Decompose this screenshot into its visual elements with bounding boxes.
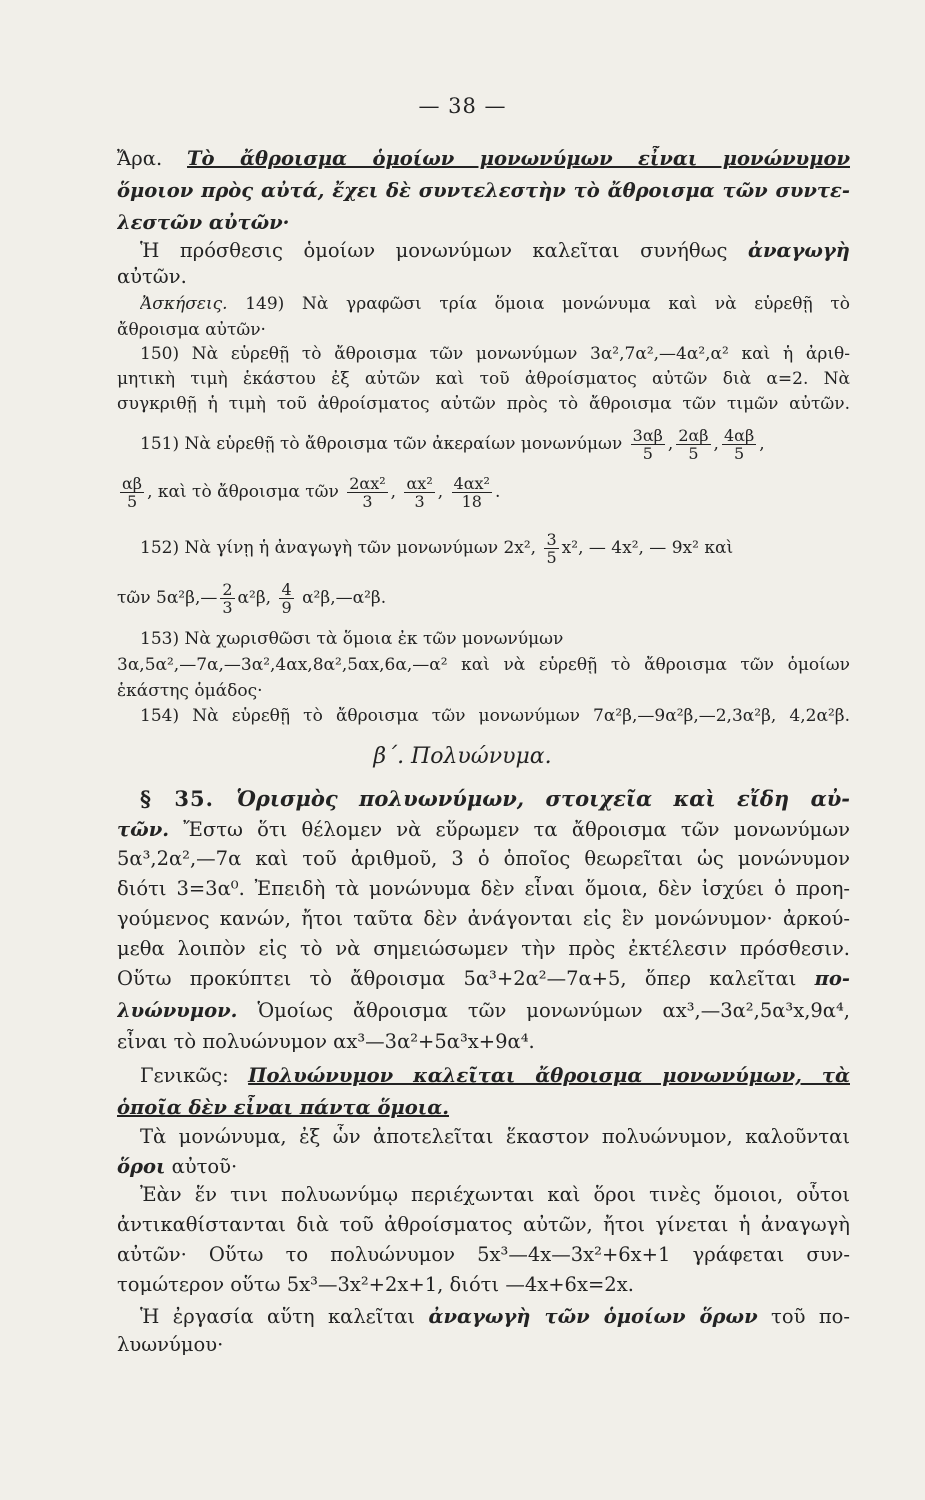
text-line: τομώτερον οὕτω 5x³—3x²+2x+1, διότι —4x+6x=2x. [117, 1273, 634, 1296]
page-number: — 38 — [418, 94, 507, 118]
fraction: $\frac{\text{4αx²}}{18}$ [453, 474, 490, 511]
term-text: λυώνυμον. [117, 999, 238, 1022]
exercise-line [117, 574, 850, 622]
text-span: 151) Νὰ εὑρεθῇ τὸ ἄθροισμα τῶν ἀκεραίων μονωνύμων [140, 434, 623, 454]
exercise-line: 154) Νὰ εὑρεθῇ τὸ ἄθροισμα τῶν μονωνύμων 7α²β,—9α²β,—2,3α²β, 4,2α²β. [140, 706, 850, 726]
text-line: Ἐὰν ἕν τινι πολυωνύμῳ περιέχωνται καὶ ὅροι τινὲς ὅμοιοι, οὗτοι [140, 1183, 850, 1206]
fraction: $\frac{2}{3}$ [222, 580, 233, 617]
fraction: $\frac{4}{9}$ [281, 580, 292, 617]
exercises-label: Ἀσκήσεις. [140, 294, 228, 314]
text-span: Ἡ ἐργασία αὕτη καλεῖται [140, 1305, 429, 1328]
section-title: Ὁρισμὸς πολυωνύμων, στοιχεῖα καὶ εἴδη αὐ- [236, 786, 850, 811]
section-number: § 35. [140, 786, 237, 811]
definition-line [140, 1063, 850, 1089]
exercise-line: 3α,5α²,—7α,—3α²,4αx,8α²,5αx,6α,—α² καὶ νὰ εὑρεθῇ τὸ ἄθροισμα τῶν ὁμοίων [117, 655, 850, 675]
exercise-line: μητικὴ τιμὴ ἑκάστου ἐξ αὐτῶν καὶ τοῦ ἀθροίσματος αὐτῶν διὰ α=2. Νὰ [117, 369, 850, 389]
text-line: γούμενος κανών, ἤτοι ταῦτα δὲν ἀνάγονται εἰς ἓν μονώνυμον· ἀρκού- [117, 907, 850, 930]
definition-text: Πολυώνυμον καλεῖται ἄθροισμα μονωνύμων, τὰ [248, 1064, 850, 1087]
text-span: Γενικῶς: [140, 1064, 249, 1087]
text-line: 5α³,2α²,—7α καὶ τοῦ ἀριθμοῦ, 3 ὁ ὁποῖος θεωρεῖται ὡς μονώνυμον [117, 847, 850, 870]
theorem-text: Τὸ ἄθροισμα ὁμοίων μονωνύμων εἶναι μονώνυμον [187, 147, 850, 170]
exercise-line: 150) Νὰ εὑρεθῇ τὸ ἄθροισμα τῶν μονωνύμων 3α²,7α²,—4α²,α² καὶ ἡ ἀριθ- [140, 344, 850, 364]
fraction: $\frac{\text{αx²}}{3}$ [406, 474, 433, 511]
theorem-text: λεστῶν αὐτῶν· [117, 211, 290, 234]
section-title-line [140, 786, 850, 812]
text-span: αὐτοῦ· [165, 1155, 238, 1178]
text-line: αὐτῶν. [117, 265, 187, 288]
fraction: $\frac{\text{2αx²}}{3}$ [349, 474, 386, 511]
text-line [117, 998, 850, 1024]
text-line [117, 966, 850, 992]
section-heading: β΄. Πολυώνυμα. [373, 744, 552, 769]
exercise-line [140, 524, 850, 572]
text-span: Ἄρα. [117, 147, 188, 170]
section-title: τῶν. [117, 818, 170, 841]
text-span: Ἔστω ὅτι θέλομεν νὰ εὕρωμεν τα ἄθροισμα τῶν μονωνύμων [169, 818, 850, 841]
fraction: $\frac{3\alpha\beta}{5}$ [632, 426, 663, 463]
text-span: τοῦ πο- [757, 1305, 850, 1328]
text-span: Ὁμοίως ἄθροισμα τῶν μονωνύμων αx³,—3α²,5α³x,9α⁴, [237, 999, 850, 1022]
exercise-line: ἑκάστης ὁμάδος· [117, 681, 263, 701]
term-text: ἀναγωγὴ [747, 239, 850, 262]
text-span: x², — 4x², — 9x² καὶ [561, 538, 734, 558]
text-span: Οὕτω προκύπτει τὸ ἄθροισμα 5α³+2α²—7α+5, ὅπερ καλεῖται [117, 967, 815, 990]
exercise-line: συγκριθῇ ἡ τιμὴ τοῦ ἀθροίσματος αὐτῶν πρὸς τὸ ἄθροισμα τῶν τιμῶν αὐτῶν. [117, 394, 850, 414]
exercise-line: ἄθροισμα αὐτῶν· [117, 320, 266, 340]
text-line: μεθα λοιπὸν εἰς τὸ νὰ σημειώσωμεν τὴν πρὸς ἐκτέλεσιν πρόσθεσιν. [117, 937, 850, 960]
text-line [117, 1154, 850, 1180]
text-line: αὐτῶν· Οὕτω το πολυώνυμον 5x³—4x—3x²+6x+1 γράφεται συν- [117, 1243, 850, 1266]
fraction: $\frac{\alpha\beta}{5}$ [122, 474, 143, 511]
text-span: α²β, [237, 588, 272, 608]
term-text: ἀναγωγὴ τῶν ὁμοίων ὅρων [428, 1305, 758, 1328]
text-line: Τὰ μονώνυμα, ἐξ ὧν ἀποτελεῖται ἕκαστον πολυώνυμον, καλοῦνται [140, 1125, 850, 1148]
text-line [117, 817, 850, 843]
text-line [117, 146, 850, 172]
text-span: 149) Νὰ γραφῶσι τρία ὅμοια μονώνυμα καὶ νὰ εὑρεθῇ τὸ [227, 294, 850, 314]
fraction: $\frac{2\alpha\beta}{5}$ [678, 426, 709, 463]
text-span: 152) Νὰ γίνῃ ἡ ἀναγωγὴ τῶν μονωνύμων 2x², [140, 538, 537, 558]
exercise-line: 151) Νὰ εὑρεθῇ τὸ ἄθροισμα τῶν ἀκεραίων μονωνύμων $\frac{3\alpha\beta}{5}$ , $\frac{2\alpha\beta}{5}$ , $\frac{4\alpha\beta}{5}$ , [140, 426, 765, 463]
text-span: τῶν 5α²β,— [117, 588, 218, 608]
definition-text: ὁποῖα δὲν εἶναι πάντα ὅμοια. [117, 1096, 449, 1119]
text-line: διότι 3=3α⁰. Ἐπειδὴ τὰ μονώνυμα δὲν εἶναι ὅμοια, δὲν ἰσχύει ὁ προη- [117, 877, 850, 900]
text-line [140, 1304, 850, 1330]
text-span: Ἡ πρόσθεσις ὁμοίων μονωνύμων καλεῖται συνήθως [140, 239, 748, 262]
text-line: λυωνύμου· [117, 1333, 224, 1356]
fraction: $\frac{4\alpha\beta}{5}$ [723, 426, 755, 463]
term-text: ὅροι [117, 1155, 166, 1178]
theorem-text: ὅμοιον πρὸς αὐτά, ἔχει δὲ συντελεστὴν τὸ ἄθροισμα τῶν συντε- [117, 179, 850, 202]
exercise-line: 153) Νὰ χωρισθῶσι τὰ ὅμοια ἐκ τῶν μονωνύμων [140, 629, 564, 649]
text-span: , καὶ τὸ ἄθροισμα τῶν [147, 482, 339, 502]
term-text: πο- [814, 967, 850, 990]
exercise-line: $\frac{\alpha\beta}{5}$ , καὶ τὸ ἄθροισμα τῶν $\frac{\text{2αx²}}{3}$ , $\frac{\text{αx²}}{3}$ , $\frac{\text{4αx²}}{18}$ . [122, 474, 501, 511]
text-line: εἶναι τὸ πολυώνυμον αx³—3α²+5α³x+9α⁴. [117, 1030, 535, 1053]
text-line: ἀντικαθίστανται διὰ τοῦ ἀθροίσματος αὐτῶν, ἤτοι γίνεται ἡ ἀναγωγὴ [117, 1213, 850, 1236]
fraction: $\frac{3}{5}$ [546, 530, 557, 567]
exercise-line [140, 291, 850, 317]
text-span: α²β,—α²β. [302, 588, 387, 608]
text-line [140, 238, 850, 264]
